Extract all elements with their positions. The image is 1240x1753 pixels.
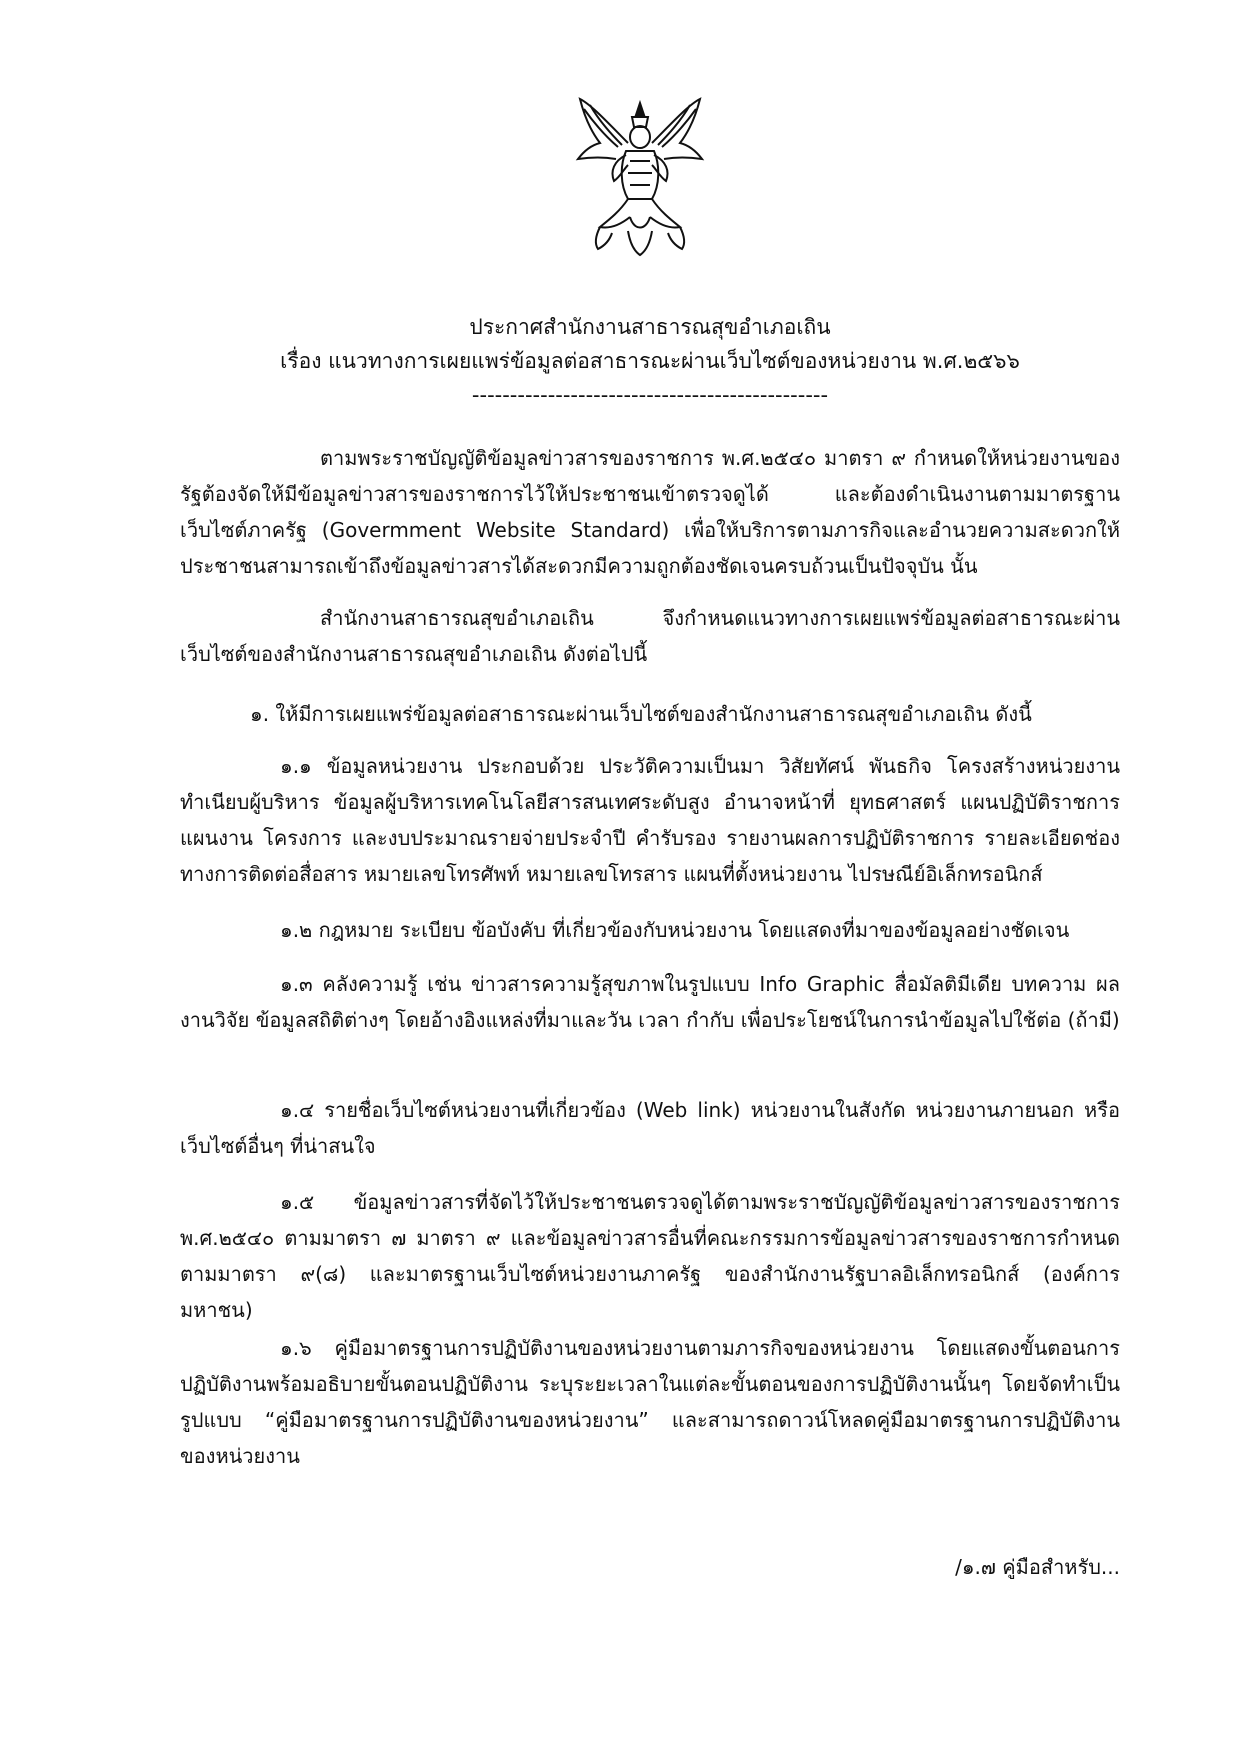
intro-paragraph: ตามพระราชบัญญัติข้อมูลข่าวสารของราชการ พ.ศ.๒๕๔๐ มาตรา ๙ กำหนดให้หน่วยงานของรัฐต้องจัดให้มีข้อมูลข่าวสารของราชการไว้ให้ประชาชนเข้าตรวจดูได้ และต้องดำเนินงานตามมาตรฐานเว็บไซต์ภาครัฐ (Govermment Website Standard) เพื่อให้บริการตามภารกิจและอำนวยความสะดวกให้ประชาชนสามารถเข้าถึงข้อมูลข่าวสารได้สะดวกมีความถูกต้องชัดเจนครบถ้วนเป็นปัจจุบัน นั้น bbox=[180, 446, 1120, 578]
garuda-emblem-icon bbox=[570, 95, 710, 260]
announcement-title: ประกาศสำนักงานสาธารณสุขอำเภอเถิน bbox=[469, 315, 831, 339]
item-1-1: ๑.๑ ข้อมูลหน่วยงาน ประกอบด้วย ประวัติความเป็นมา วิสัยทัศน์ พันธกิจ โครงสร้างหน่วยงาน ทำเนียบผู้บริหาร ข้อมูลผู้บริหารเทคโนโลยีสารสนเทศระดับสูง อำนาจหน้าที่ ยุทธศาสตร์ แผนปฏิบัติราชการ แผนงาน โครงการ และงบประมาณรายจ่ายประจำปี คำรับรอง รายงานผลการปฏิบัติราชการ รายละเอียดช่องทางการติดต่อสื่อสาร หมายเลขโทรศัพท์ หมายเลขโทรสาร แผนที่ตั้งหน่วยงาน ไปรษณีย์อิเล็กทรอนิกส์ bbox=[180, 754, 1120, 886]
announcement-subject: เรื่อง แนวทางการเผยแพร่ข้อมูลต่อสาธารณะผ่านเว็บไซต์ของหน่วยงาน พ.ศ.๒๕๖๖ bbox=[280, 349, 1020, 373]
section-1-heading: ๑. ให้มีการเผยแพร่ข้อมูลต่อสาธารณะผ่านเว็บไซต์ของสำนักงานสาธารณสุขอำเภอเถิน ดังนี้ bbox=[250, 702, 1032, 726]
title-divider: ----------------------------------------------- bbox=[471, 383, 829, 407]
item-1-5: ๑.๕ ข้อมูลข่าวสารที่จัดไว้ให้ประชาชนตรวจดูได้ตามพระราชบัญญัติข้อมูลข่าวสารของราชการ พ.ศ.๒๕๔๐ ตามมาตรา ๗ มาตรา ๙ และข้อมูลข่าวสารอื่นที่คณะกรรมการข้อมูลข่าวสารของราชการกำหนด ตามมาตรา ๙(๘) และมาตรฐานเว็บไซต์หน่วยงานภาครัฐ ของสำนักงานรัฐบาลอิเล็กทรอนิกส์ (องค์การมหาชน) bbox=[180, 1190, 1120, 1322]
policy-paragraph: สำนักงานสาธารณสุขอำเภอเถิน จึงกำหนดแนวทางการเผยแพร่ข้อมูลต่อสาธารณะผ่านเว็บไซต์ของสำนักงานสาธารณสุขอำเภอเถิน ดังต่อไปนี้ bbox=[180, 606, 1120, 666]
continued-marker: /๑.๗ คู่มือสำหรับ... bbox=[955, 1555, 1120, 1579]
item-1-2: ๑.๒ กฎหมาย ระเบียบ ข้อบังคับ ที่เกี่ยวข้องกับหน่วยงาน โดยแสดงที่มาของข้อมูลอย่างชัดเจน bbox=[280, 918, 1070, 942]
item-1-4: ๑.๔ รายชื่อเว็บไซต์หน่วยงานที่เกี่ยวข้อง (Web link) หน่วยงานในสังกัด หน่วยงานภายนอก หรือเว็บไซต์อื่นๆ ที่น่าสนใจ bbox=[180, 1098, 1120, 1158]
item-1-3: ๑.๓ คลังความรู้ เช่น ข่าวสารความรู้สุขภาพในรูปแบบ Info Graphic สื่อมัลติมีเดีย บทความ ผลงานวิจัย ข้อมูลสถิติต่างๆ โดยอ้างอิงแหล่งที่มาและวัน เวลา กำกับ เพื่อประโยชน์ในการนำข้อมูลไปใช้ต่อ (ถ้ามี) bbox=[180, 972, 1120, 1032]
item-1-6: ๑.๖ คู่มือมาตรฐานการปฏิบัติงานของหน่วยงานตามภารกิจของหน่วยงาน โดยแสดงขั้นตอนการปฏิบัติงานพร้อมอธิบายขั้นตอนปฏิบัติงาน ระบุระยะเวลาในแต่ละขั้นตอนของการปฏิบัติงานนั้นๆ โดยจัดทำเป็นรูปแบบ “คู่มือมาตรฐานการปฏิบัติงานของหน่วยงาน” และสามารถดาวน์โหลดคู่มือมาตรฐานการปฏิบัติงานของหน่วยงาน bbox=[180, 1336, 1120, 1468]
